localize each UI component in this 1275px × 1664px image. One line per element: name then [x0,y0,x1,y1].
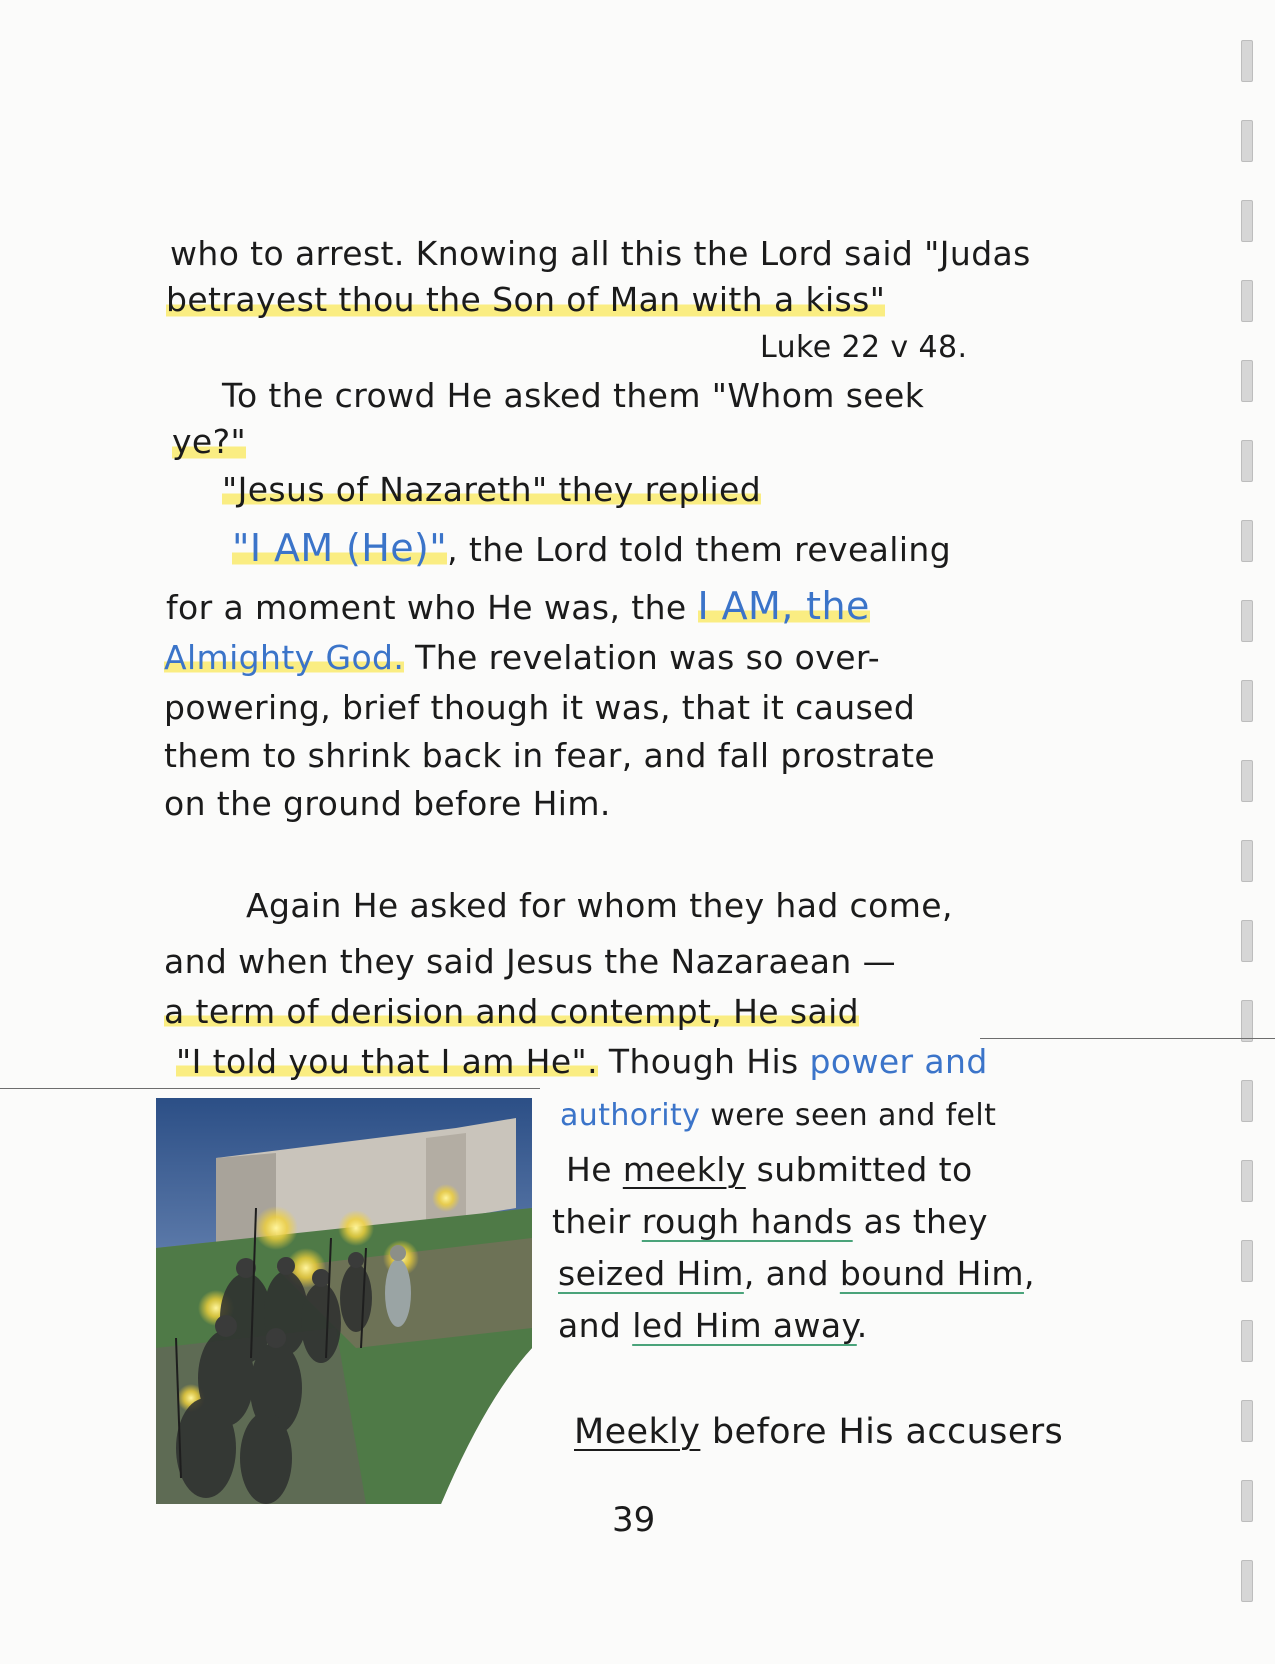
binding-hole [1241,600,1253,642]
text-line: "Jesus of Nazareth" they replied [222,470,762,509]
text-line: "I AM (He)", the Lord told them revealing [232,526,952,570]
scripture-reference: Luke 22 v 48. [760,330,968,365]
text-line: on the ground before Him. [164,784,611,823]
binding-hole [1241,1320,1253,1362]
binding-hole [1241,120,1253,162]
text-line: them to shrink back in fear, and fall prostrate [164,736,936,775]
binding-hole [1241,1080,1253,1122]
spiral-binding [1241,30,1253,1650]
text-line: Almighty God. The revelation was so over- [164,638,881,677]
binding-hole [1241,1000,1253,1042]
binding-hole [1241,520,1253,562]
page-number: 39 [612,1500,656,1540]
paste-edge-line [0,1088,540,1089]
text-line: their rough hands as they [552,1202,988,1241]
text-line: Again He asked for whom they had come, [246,886,953,925]
binding-hole [1241,1240,1253,1282]
binding-hole [1241,760,1253,802]
arrest-scene-illustration [156,1098,532,1504]
paste-edge-line [980,1038,1275,1039]
binding-hole [1241,360,1253,402]
binding-hole [1241,440,1253,482]
binding-hole [1241,200,1253,242]
text-line: for a moment who He was, the I AM, the [166,584,870,628]
binding-hole [1241,1480,1253,1522]
binding-hole [1241,840,1253,882]
text-line: He meekly submitted to [566,1150,973,1189]
text-line: seized Him, and bound Him, [558,1254,1035,1293]
arrest-scene-drawing [156,1098,532,1504]
text-line: "I told you that I am He". Though His power and [176,1042,988,1081]
text-line: Meekly before His accusers [574,1412,1064,1452]
binding-hole [1241,280,1253,322]
text-line: who to arrest. Knowing all this the Lord said "Judas [170,234,1031,273]
text-line: powering, brief though it was, that it caused [164,688,916,727]
text-line: ye?" [172,420,246,464]
binding-hole [1241,920,1253,962]
binding-hole [1241,1560,1253,1602]
binding-hole [1241,1160,1253,1202]
text-line: To the crowd He asked them "Whom seek [222,376,925,415]
text-line: authority were seen and felt [560,1098,997,1133]
text-line: and led Him away. [558,1306,868,1345]
binding-hole [1241,680,1253,722]
binding-hole [1241,40,1253,82]
highlighted-quote: betrayest thou the Son of Man with a kiss" [166,278,885,322]
binding-hole [1241,1400,1253,1442]
text-line: and when they said Jesus the Nazaraean — [164,942,897,981]
text-line: a term of derision and contempt, He said [164,992,860,1031]
